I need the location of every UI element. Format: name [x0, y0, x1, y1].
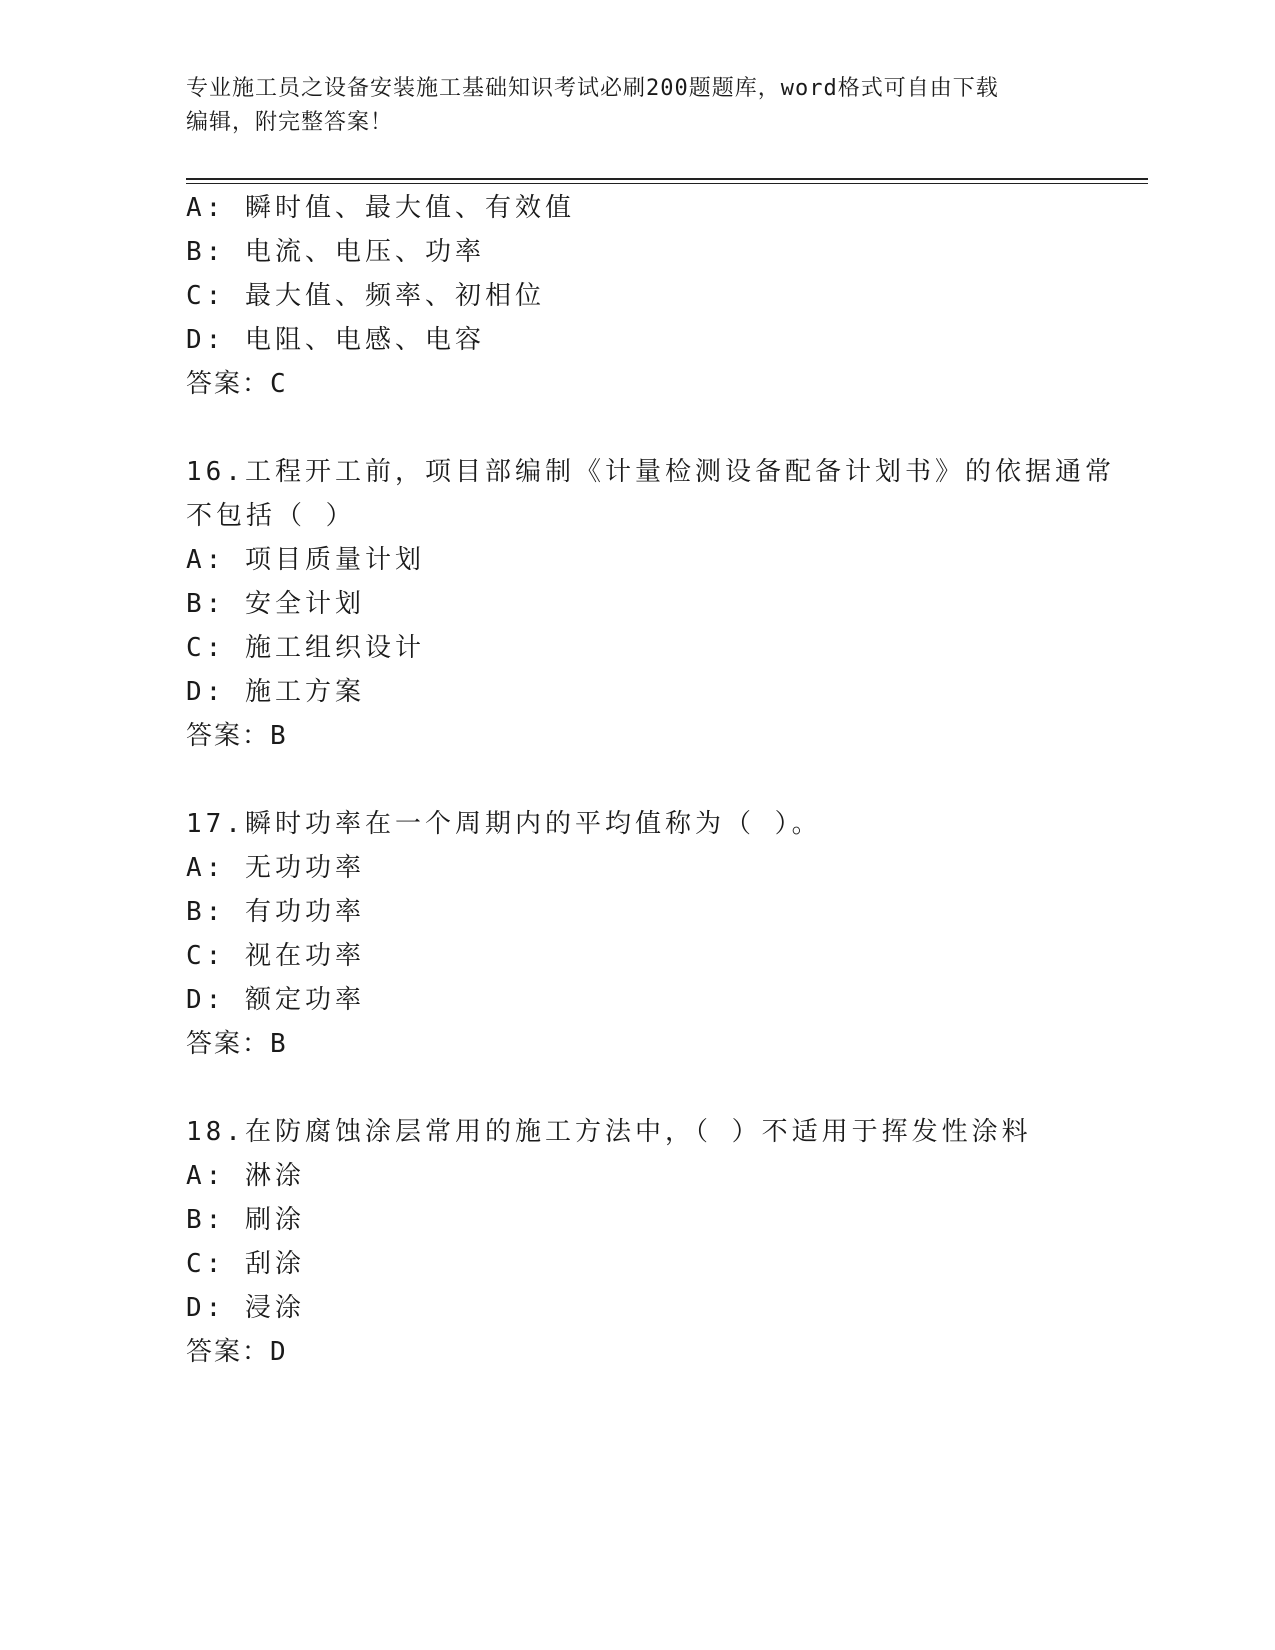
header-line-2: 编辑，附完整答案！ [186, 110, 394, 135]
q17-answer: 答案：B [186, 1029, 288, 1059]
q15-option-a: A: 瞬时值、最大值、有效值 [186, 193, 575, 223]
q17-option-b: B: 有功功率 [186, 897, 365, 927]
q17-stem: 17.瞬时功率在一个周期内的平均值称为（ ）。 [186, 809, 822, 839]
q17-option-d: D: 额定功率 [186, 985, 365, 1015]
q18-answer: 答案：D [186, 1337, 288, 1367]
header-divider [186, 178, 1148, 184]
q15-option-b: B: 电流、电压、功率 [186, 237, 485, 267]
q16-option-b: B: 安全计划 [186, 589, 365, 619]
q18-option-a: A: 淋涂 [186, 1161, 305, 1191]
q16-option-a: A: 项目质量计划 [186, 545, 425, 575]
q15-option-d: D: 电阻、电感、电容 [186, 325, 485, 355]
q16-answer: 答案：B [186, 721, 288, 751]
q15-answer: 答案：C [186, 369, 288, 399]
q18-option-c: C: 刮涂 [186, 1249, 305, 1279]
q16-stem-line-1: 16.工程开工前，项目部编制《计量检测设备配备计划书》的依据通常 [186, 457, 1115, 487]
q16-option-c: C: 施工组织设计 [186, 633, 425, 663]
q18-option-d: D: 浸涂 [186, 1293, 305, 1323]
q18-option-b: B: 刷涂 [186, 1205, 305, 1235]
q15-option-c: C: 最大值、频率、初相位 [186, 281, 545, 311]
header-line-1: 专业施工员之设备安装施工基础知识考试必刷200题题库，word格式可自由下载 [186, 76, 999, 101]
document-header [186, 72, 1066, 140]
q17-option-c: C: 视在功率 [186, 941, 365, 971]
q17-option-a: A: 无功功率 [186, 853, 365, 883]
q18-stem: 18.在防腐蚀涂层常用的施工方法中，（ ）不适用于挥发性涂料 [186, 1117, 1032, 1147]
q16-stem-line-2: 不包括（ ） [186, 501, 356, 531]
q16-option-d: D: 施工方案 [186, 677, 365, 707]
